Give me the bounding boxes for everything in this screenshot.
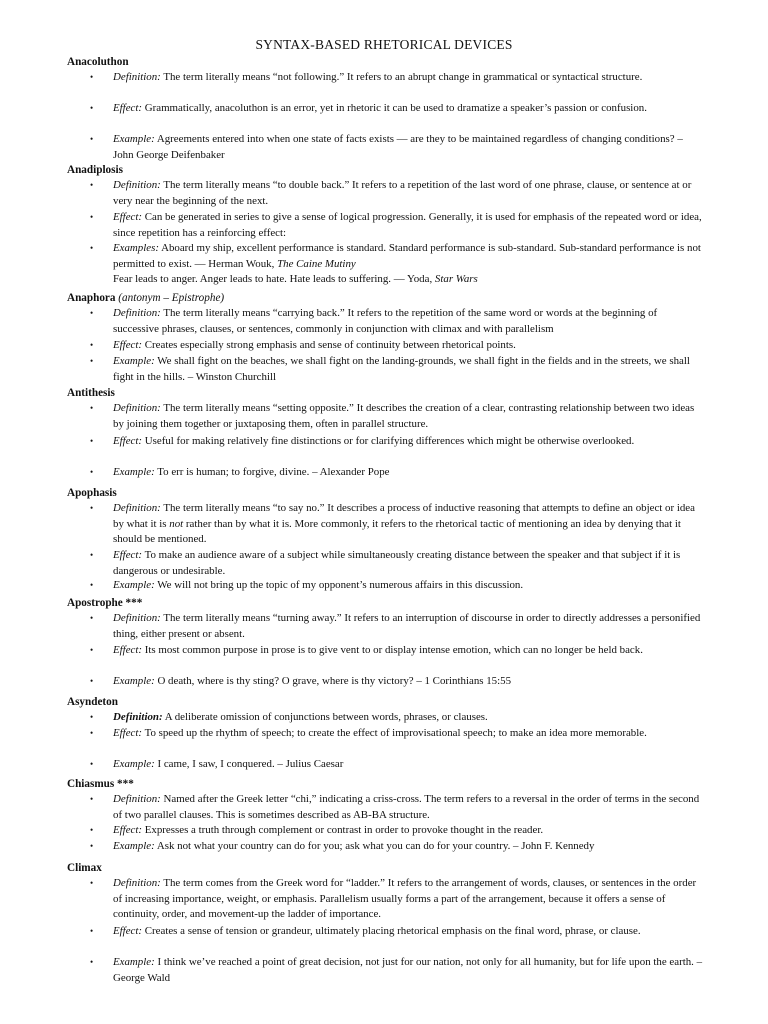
bullet-marker: • [90, 759, 94, 769]
term-heading [67, 596, 142, 610]
item-label: Example: [113, 956, 155, 968]
definition-item [113, 674, 703, 690]
item-label: Example: [113, 355, 155, 367]
term-heading [67, 163, 123, 177]
bullet-marker: • [90, 243, 94, 253]
term-name: Anadiplosis [67, 164, 123, 176]
bullet-marker: • [90, 878, 94, 888]
item-text: Grammatically, anacoluthon is an error, yet in rhetoric it can be used to dramatize a speaker’s passion or confusion. [144, 102, 647, 114]
item-label: Example: [113, 133, 155, 145]
item-text: We shall fight on the beaches, we shall fight on the landing-grounds, we shall fight in the fields and in the streets, we shall fight in the hills. – Winston Churchill [113, 355, 690, 383]
definition-item [113, 578, 703, 594]
item-label: Examples: [113, 242, 159, 254]
item-text: The term literally means “setting opposite.” It describes the creation of a clear, contrasting relationship between two ideas by joining them together or juxtaposing them, often in parallel structure. [113, 402, 695, 430]
definition-item [113, 823, 703, 839]
item-text-continued: rather than by what it is. More commonly, it refers to the rhetorical tactic of mentioning an idea by denying that it should be mentioned. [113, 517, 681, 545]
item-label: Definition: [113, 612, 161, 624]
item-label: Definition: [113, 179, 161, 191]
definition-item [113, 354, 703, 385]
item-label: Effect: [113, 549, 143, 561]
definition-item [113, 955, 703, 986]
definition-item [113, 241, 703, 288]
item-text: I think we’ve reached a point of great decision, not just for our nation, not only for all humanity, but for life upon the earth. – George Wald [113, 956, 703, 984]
item-label: Definition: [113, 877, 161, 889]
term-name: Apophasis [67, 487, 117, 499]
bullet-marker: • [90, 180, 94, 190]
item-label: Example: [113, 579, 155, 591]
bullet-marker: • [90, 308, 94, 318]
item-italic-line2: Star Wars [434, 273, 478, 285]
item-label: Example: [113, 840, 155, 852]
term-heading [67, 55, 129, 69]
item-text: O death, where is thy sting? O grave, where is thy victory? – 1 Corinthians 15:55 [157, 675, 512, 687]
item-text: Useful for making relatively fine distinctions or for clarifying differences which might be otherwise overlooked. [144, 435, 635, 447]
definition-item [113, 501, 703, 548]
item-label: Effect: [113, 339, 143, 351]
bullet-marker: • [90, 403, 94, 413]
definition-item [113, 726, 703, 742]
item-text: Can be generated in series to give a sense of logical progression. Generally, it is used for emphasis of the repeated word or idea, since repetition has a reinforcing effect: [113, 211, 702, 239]
bullet-marker: • [90, 550, 94, 560]
item-text: Agreements entered into when one state of facts exists — are they to be maintained regardless of changing conditions? – John George Deifenbaker [113, 133, 683, 161]
item-text: To make an audience aware of a subject while simultaneously creating distance between the speaker and that subject if it is dangerous or undesirable. [113, 549, 681, 577]
term-name: Climax [67, 862, 102, 874]
term-heading [67, 861, 102, 875]
item-text: We will not bring up the topic of my opponent’s numerous affairs in this discussion. [157, 579, 524, 591]
item-label: Definition: [113, 502, 161, 514]
item-italic: not [169, 517, 184, 530]
bullet-marker: • [90, 503, 94, 513]
definition-item [113, 338, 703, 354]
item-text: The term literally means “carrying back.” It refers to the repetition of the same word or words at the beginning of successive phrases, clauses, or sentences, commonly in conjunction with climax and with parallelism [113, 307, 658, 335]
item-text: Creates especially strong emphasis and sense of continuity between rhetorical points. [144, 339, 516, 351]
definition-item [113, 924, 703, 940]
definition-item [113, 643, 703, 659]
item-label: Effect: [113, 102, 143, 114]
definition-item [113, 132, 703, 163]
item-text: The term literally means “not following.” It refers to an abrupt change in grammatical or syntactical structure. [163, 71, 643, 83]
bullet-marker: • [90, 676, 94, 686]
term-note: (antonym – Epistrophe) [118, 292, 225, 304]
term-heading [67, 486, 117, 500]
bullet-marker: • [90, 645, 94, 655]
item-label: Definition: [113, 307, 161, 319]
item-label: Effect: [113, 211, 143, 223]
term-name: Anacoluthon [67, 56, 129, 68]
definition-item [113, 178, 703, 209]
definition-item [113, 548, 703, 579]
term-name: Antithesis [67, 387, 115, 399]
item-text: To err is human; to forgive, divine. – Alexander Pope [157, 466, 390, 478]
definition-item [113, 210, 703, 241]
item-text: The term literally means “to say no.” It describes a process of inductive reasoning that attempts to define an object or idea by what it is [113, 502, 695, 530]
item-label: Definition: [113, 711, 163, 723]
item-text-line2: Fear leads to anger. Anger leads to hate. Hate leads to suffering. — Yoda, [113, 273, 435, 285]
item-label: Effect: [113, 727, 143, 739]
definition-item [113, 757, 703, 773]
item-label: Effect: [113, 644, 143, 656]
term-name: Apostrophe *** [67, 597, 143, 609]
definition-item [113, 465, 703, 481]
item-text: Its most common purpose in prose is to give vent to or display intense emotion, which can no longer be held back. [144, 644, 643, 656]
page-title: SYNTAX-BASED RHETORICAL DEVICES [255, 37, 513, 52]
term-heading [67, 695, 118, 709]
bullet-marker: • [90, 436, 94, 446]
bullet-marker: • [90, 340, 94, 350]
bullet-marker: • [90, 134, 94, 144]
bullet-marker: • [90, 613, 94, 623]
item-text: To speed up the rhythm of speech; to create the effect of improvisational speech; to make an idea more memorable. [144, 727, 647, 739]
item-label: Example: [113, 758, 155, 770]
term-name: Anaphora [67, 292, 116, 304]
item-text: Expresses a truth through complement or contrast in order to provoke thought in the reader. [144, 824, 544, 836]
item-text: Ask not what your country can do for you; ask what you can do for your country. – John F. Kennedy [156, 840, 595, 852]
bullet-marker: • [90, 794, 94, 804]
definition-item [113, 306, 703, 337]
term-heading [67, 386, 115, 400]
bullet-marker: • [90, 72, 94, 82]
item-italic: The Caine Mutiny [277, 257, 356, 270]
item-text: Named after the Greek letter “chi,” indicating a criss-cross. The term refers to a reversal in the order of terms in the second of two parallel clauses. This is sometimes described as AB-BA structure. [113, 793, 700, 821]
definition-item [113, 70, 703, 86]
item-label: Effect: [113, 824, 143, 836]
bullet-marker: • [90, 103, 94, 113]
item-text: Creates a sense of tension or grandeur, ultimately placing rhetorical emphasis on the final word, phrase, or clause. [144, 925, 641, 937]
item-text: I came, I saw, I conquered. – Julius Caesar [157, 758, 344, 770]
definition-item [113, 401, 703, 432]
item-text: The term comes from the Greek word for “ladder.” It refers to the arrangement of words, clauses, or sentences in the order of increasing importance, weight, or emphasis. Parallelism usually forms a part of the arrangement, because it offers a sense of continuity, order, and movement-up the ladder of importance. [113, 877, 697, 920]
item-label: Example: [113, 466, 155, 478]
item-label: Definition: [113, 402, 161, 414]
definition-item [113, 876, 703, 923]
term-heading [67, 291, 224, 305]
item-label: Definition: [113, 793, 161, 805]
item-text: The term literally means “turning away.” It refers to an interruption of discourse in order to directly addresses a personified thing, either present or absent. [113, 612, 701, 640]
bullet-marker: • [90, 841, 94, 851]
definition-item [113, 839, 703, 855]
item-label: Effect: [113, 925, 143, 937]
bullet-marker: • [90, 825, 94, 835]
definition-item [113, 101, 703, 117]
bullet-marker: • [90, 712, 94, 722]
term-name: Asyndeton [67, 696, 118, 708]
item-text: A deliberate omission of conjunctions between words, phrases, or clauses. [164, 711, 488, 723]
bullet-marker: • [90, 356, 94, 366]
bullet-marker: • [90, 728, 94, 738]
item-label: Example: [113, 675, 155, 687]
bullet-marker: • [90, 212, 94, 222]
item-text: Aboard my ship, excellent performance is standard. Standard performance is sub-standard. Sub-standard performance is not permitted to exist. — Herman Wouk, [113, 242, 701, 270]
definition-item [113, 434, 703, 450]
term-heading [67, 777, 134, 791]
item-text: The term literally means “to double back.” It refers to a repetition of the last word of one phrase, clause, or sentence at or very near the beginning of the next. [113, 179, 692, 207]
bullet-marker: • [90, 957, 94, 967]
definition-item [113, 792, 703, 823]
definition-item [113, 710, 703, 726]
bullet-marker: • [90, 467, 94, 477]
bullet-marker: • [90, 580, 94, 590]
item-label: Definition: [113, 71, 161, 83]
term-name: Chiasmus *** [67, 778, 134, 790]
definition-item [113, 611, 703, 642]
item-label: Effect: [113, 435, 143, 447]
bullet-marker: • [90, 926, 94, 936]
